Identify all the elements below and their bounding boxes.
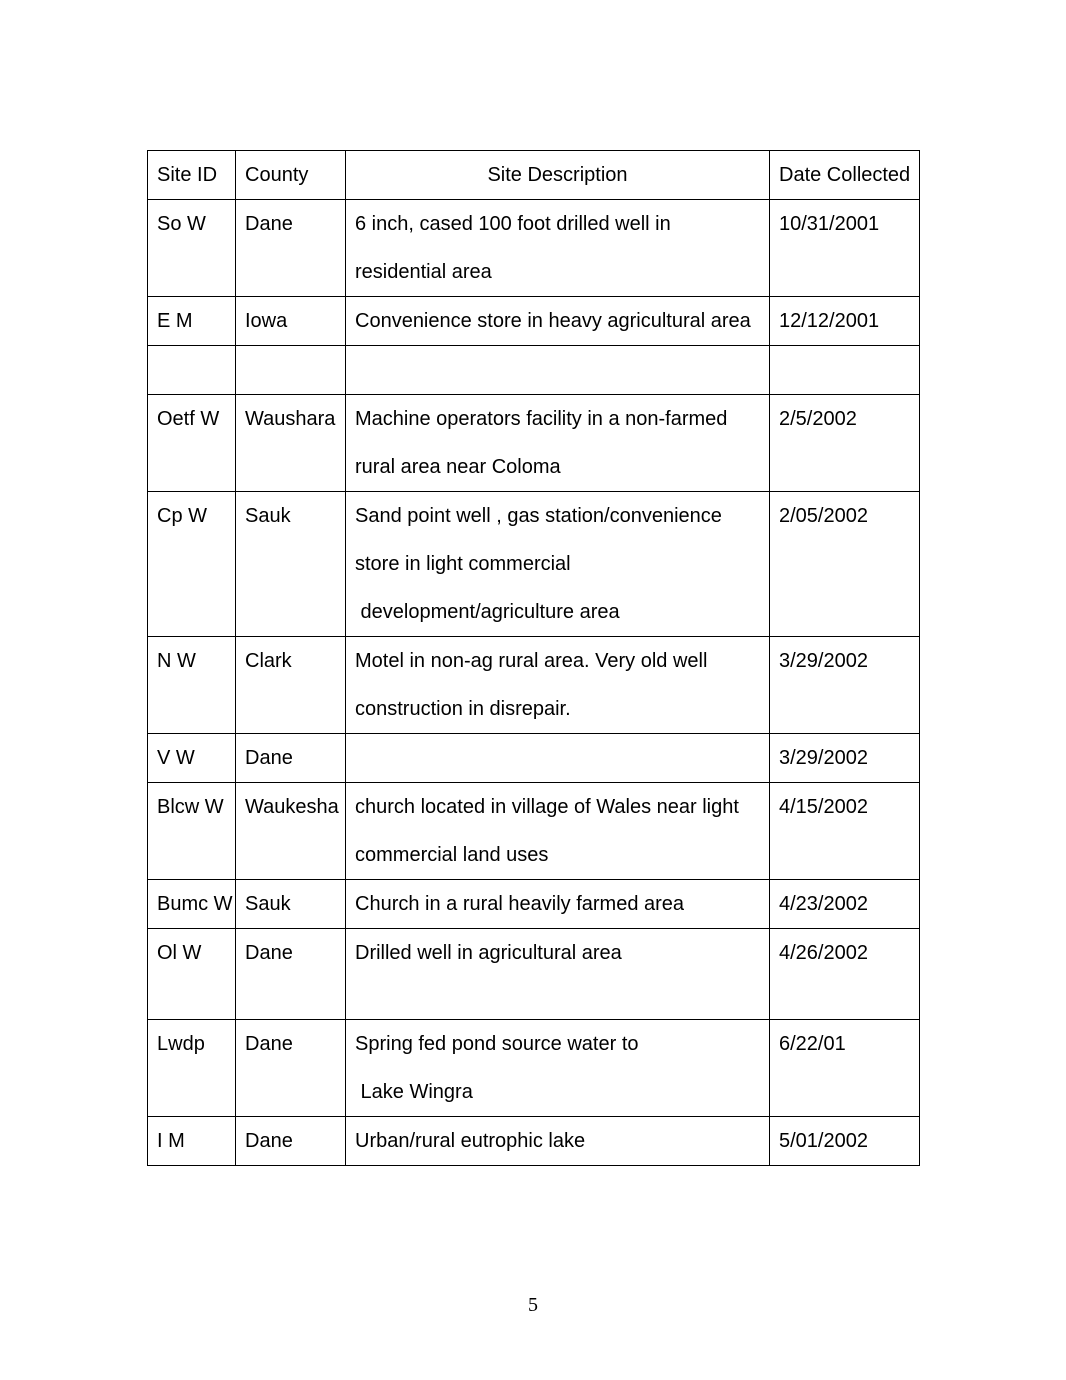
table-row [148,200,920,297]
description-line: Urban/rural eutrophic lake [355,1130,586,1152]
table-row [148,492,920,637]
site-id-cell: Ol W [148,929,236,1020]
site-id-cell: E M [148,297,236,346]
table-row [148,1117,920,1166]
site-id-cell: Cp W [148,492,236,637]
table-header-row [148,151,920,200]
description-line: 6 inch, cased 100 foot drilled well in [355,213,671,235]
description-line [355,346,769,394]
county-cell: Dane [236,734,346,783]
description-line: Motel in non-ag rural area. Very old well [355,650,708,672]
table-row [148,637,920,734]
description-line: store in light commercial [355,553,571,575]
site-table [147,150,920,1166]
description-line: commercial land uses [355,844,549,866]
header-date-collected: Date Collected [770,151,920,200]
header-site-id: Site ID [148,151,236,200]
county-cell: Dane [236,200,346,297]
page-number: 5 [528,1294,538,1316]
table-row [148,929,920,1020]
date-collected-cell: 2/05/2002 [770,492,920,637]
description-line: Machine operators facility in a non-farmed [355,408,728,430]
description-line: Lake Wingra [355,1081,473,1103]
description-line: Convenience store in heavy agricultural area [355,310,751,332]
table-body [148,200,920,1166]
table-row [148,1020,920,1117]
table-row [148,880,920,929]
county-cell: Dane [236,1020,346,1117]
date-collected-cell: 4/23/2002 [770,880,920,929]
description-line [355,734,769,782]
county-cell [236,346,346,395]
site-id-cell: So W [148,200,236,297]
date-collected-cell: 10/31/2001 [770,200,920,297]
site-id-cell: I M [148,1117,236,1166]
site-description-cell [346,929,770,1020]
site-description-cell [346,346,770,395]
site-description-cell [346,297,770,346]
table-row [148,395,920,492]
date-collected-cell: 4/15/2002 [770,783,920,880]
date-collected-cell: 3/29/2002 [770,734,920,783]
date-collected-cell: 4/26/2002 [770,929,920,1020]
site-id-cell: Oetf W [148,395,236,492]
county-cell: Waukesha [236,783,346,880]
description-line: development/agriculture area [355,601,620,623]
description-line: construction in disrepair. [355,698,571,720]
date-collected-cell: 12/12/2001 [770,297,920,346]
site-description-cell [346,783,770,880]
table-row [148,297,920,346]
description-line: residential area [355,261,492,283]
site-id-cell: N W [148,637,236,734]
site-id-cell: V W [148,734,236,783]
site-description-cell [346,637,770,734]
site-description-cell [346,395,770,492]
site-description-cell [346,1020,770,1117]
table-row [148,346,920,395]
date-collected-cell [770,346,920,395]
county-cell: Sauk [236,880,346,929]
description-line: Drilled well in agricultural area [355,942,622,964]
site-description-cell [346,734,770,783]
description-line: Spring fed pond source water to [355,1033,639,1055]
table-row [148,734,920,783]
county-cell: Waushara [236,395,346,492]
description-line: Church in a rural heavily farmed area [355,893,685,915]
site-id-cell: Lwdp [148,1020,236,1117]
county-cell: Clark [236,637,346,734]
date-collected-cell: 2/5/2002 [770,395,920,492]
county-cell: Dane [236,929,346,1020]
site-description-cell [346,1117,770,1166]
date-collected-cell: 3/29/2002 [770,637,920,734]
site-id-cell: Blcw W [148,783,236,880]
header-county: County [236,151,346,200]
description-line: Sand point well , gas station/convenience [355,505,722,527]
site-description-cell [346,200,770,297]
table-row [148,783,920,880]
description-line: church located in village of Wales near light [355,796,739,818]
header-site-description: Site Description [346,151,770,200]
site-description-cell [346,880,770,929]
site-description-cell [346,492,770,637]
description-line: rural area near Coloma [355,456,561,478]
date-collected-cell: 5/01/2002 [770,1117,920,1166]
site-id-cell [148,346,236,395]
county-cell: Dane [236,1117,346,1166]
county-cell: Iowa [236,297,346,346]
site-id-cell: Bumc W [148,880,236,929]
date-collected-cell: 6/22/01 [770,1020,920,1117]
county-cell: Sauk [236,492,346,637]
